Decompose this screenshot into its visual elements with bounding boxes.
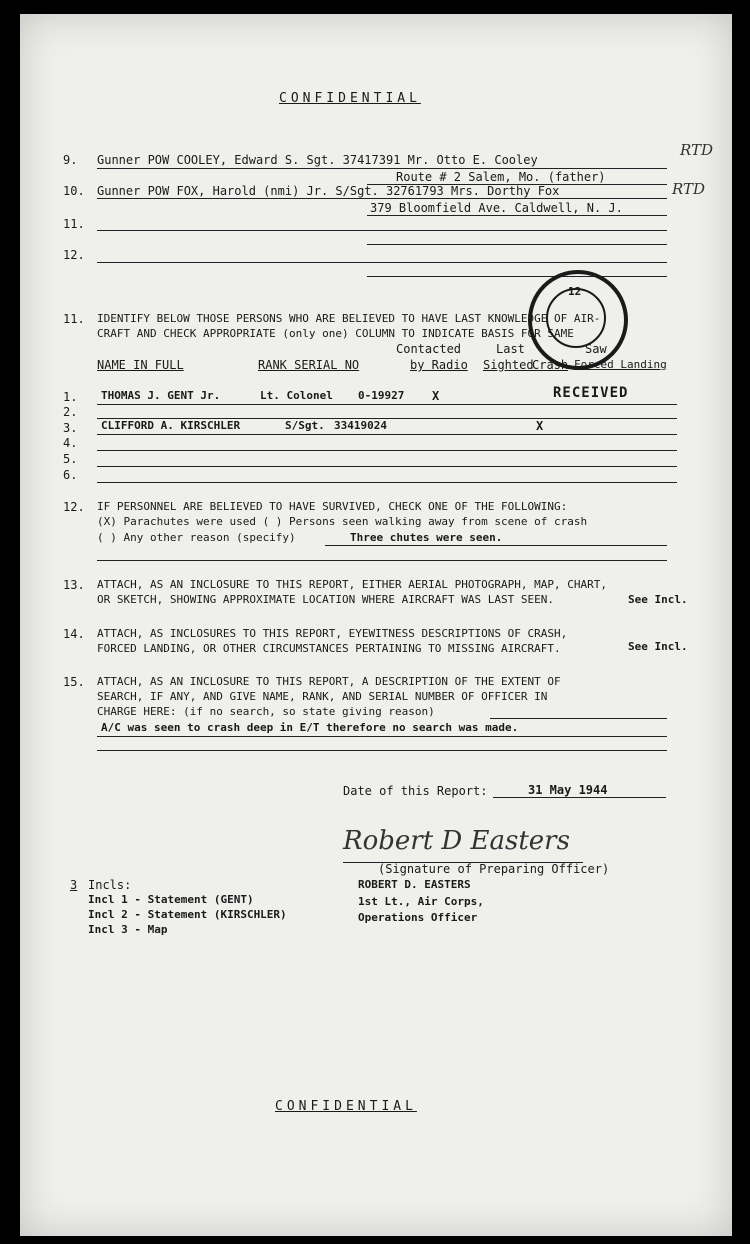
section15-answer: A/C was seen to crash deep in E/T therefore no search was made. [101,721,519,734]
inclosure-item-3: Incl 3 - Map [88,923,168,936]
crew-10-line2: 379 Bloomfield Ave. Caldwell, N. J. [370,201,623,215]
margin-note-rtd-1: RTD [680,141,714,159]
crew-num-9: 9. [63,153,78,167]
section11-num: 11. [63,312,85,326]
section12-opt2: ( ) Any other reason (specify) [97,531,296,544]
crew-10-line1: Gunner POW FOX, Harold (nmi) Jr. S/Sgt. 32761793 Mrs. Dorthy Fox [97,184,560,198]
inclosures-label: Incls: [88,878,132,892]
crew-9-line2: Route # 2 Salem, Mo. (father) [396,170,606,184]
row-1-name: THOMAS J. GENT Jr. [101,389,221,402]
row-3-serial: 33419024 [334,419,387,432]
section15-line1: ATTACH, AS AN INCLOSURE TO THIS REPORT, A DESCRIPTION OF THE EXTENT OF [97,675,561,688]
row-3-name: CLIFFORD A. KIRSCHLER [101,419,241,432]
section14-note: See Incl. [628,640,688,653]
margin-note-rtd-2: RTD [672,180,706,198]
officer-rank: 1st Lt., Air Corps, [358,895,484,908]
col-last: Last [496,342,525,356]
section12-num: 12. [63,500,85,514]
crew-num-11: 11. [63,217,85,231]
section13-line2: OR SKETCH, SHOWING APPROXIMATE LOCATION WHERE AIRCRAFT WAS LAST SEEN. [97,593,554,606]
col-forced: Forced Landing [574,358,667,371]
row-1-serial: 0-19927 [358,389,405,402]
row-num-2: 2. [63,405,78,419]
section15-line2: SEARCH, IF ANY, AND GIVE NAME, RANK, AND SERIAL NUMBER OF OFFICER IN [97,690,548,703]
section13-line1: ATTACH, AS AN INCLOSURE TO THIS REPORT, EITHER AERIAL PHOTOGRAPH, MAP, CHART, [97,578,607,591]
received-stamp: RECEIVED [553,385,629,401]
inclosures-count: 3 [70,878,78,892]
col-radio: by Radio [410,358,468,372]
section12-opt1: (X) Parachutes were used ( ) Persons seen walking away from scene of crash [97,515,588,528]
col-crash: Crash [532,358,569,372]
officer-title: Operations Officer [358,911,478,924]
section11-text1: IDENTIFY BELOW THOSE PERSONS WHO ARE BELIEVED TO HAVE LAST KNOWLEDGE OF AIR- [97,312,601,325]
footer-classification: CONFIDENTIAL [275,1099,417,1114]
section14-line2: FORCED LANDING, OR OTHER CIRCUMSTANCES PERTAINING TO MISSING AIRCRAFT. [97,642,561,655]
report-date: 31 May 1944 [528,783,608,797]
row-3-mark: X [536,419,544,433]
row-1-rank: Lt. Colonel [260,389,333,402]
section15-num: 15. [63,675,85,689]
row-num-6: 6. [63,468,78,482]
section14-line1: ATTACH, AS INCLOSURES TO THIS REPORT, EYEWITNESS DESCRIPTIONS OF CRASH, [97,627,568,640]
col-contacted: Contacted [396,342,462,356]
crew-num-12: 12. [63,248,85,262]
section13-note: See Incl. [628,593,688,606]
section15-line3: CHARGE HERE: (if no search, so state giving reason) [97,705,435,718]
officer-name: ROBERT D. EASTERS [358,878,471,891]
row-num-3: 3. [63,421,78,435]
section12-text: IF PERSONNEL ARE BELIEVED TO HAVE SURVIVED, CHECK ONE OF THE FOLLOWING: [97,500,568,513]
inclosure-item-1: Incl 1 - Statement (GENT) [88,893,254,906]
col-rank-serial: RANK SERIAL NO [258,358,360,372]
signature: Robert D Easters [343,826,570,856]
section13-num: 13. [63,578,85,592]
crew-num-10: 10. [63,184,85,198]
circular-stamp [528,270,628,370]
signature-label: (Signature of Preparing Officer) [378,862,610,876]
col-saw: Saw [585,342,607,356]
row-num-5: 5. [63,452,78,466]
section12-answer: Three chutes were seen. [350,531,503,544]
section11-text2: CRAFT AND CHECK APPROPRIATE (only one) COLUMN TO INDICATE BASIS FOR SAME [97,327,574,340]
section14-num: 14. [63,627,85,641]
row-1-mark: X [432,389,440,403]
col-sighted: Sighted [483,358,534,372]
row-num-1: 1. [63,390,78,404]
inclosure-item-2: Incl 2 - Statement (KIRSCHLER) [88,908,287,921]
row-3-rank: S/Sgt. [285,419,325,432]
report-date-label: Date of this Report: [343,784,488,798]
header-classification: CONFIDENTIAL [279,91,421,106]
row-num-4: 4. [63,436,78,450]
crew-9-line1: Gunner POW COOLEY, Edward S. Sgt. 37417391 Mr. Otto E. Cooley [97,153,538,167]
stamp-number: 12 [568,285,582,298]
col-name: NAME IN FULL [97,358,184,372]
